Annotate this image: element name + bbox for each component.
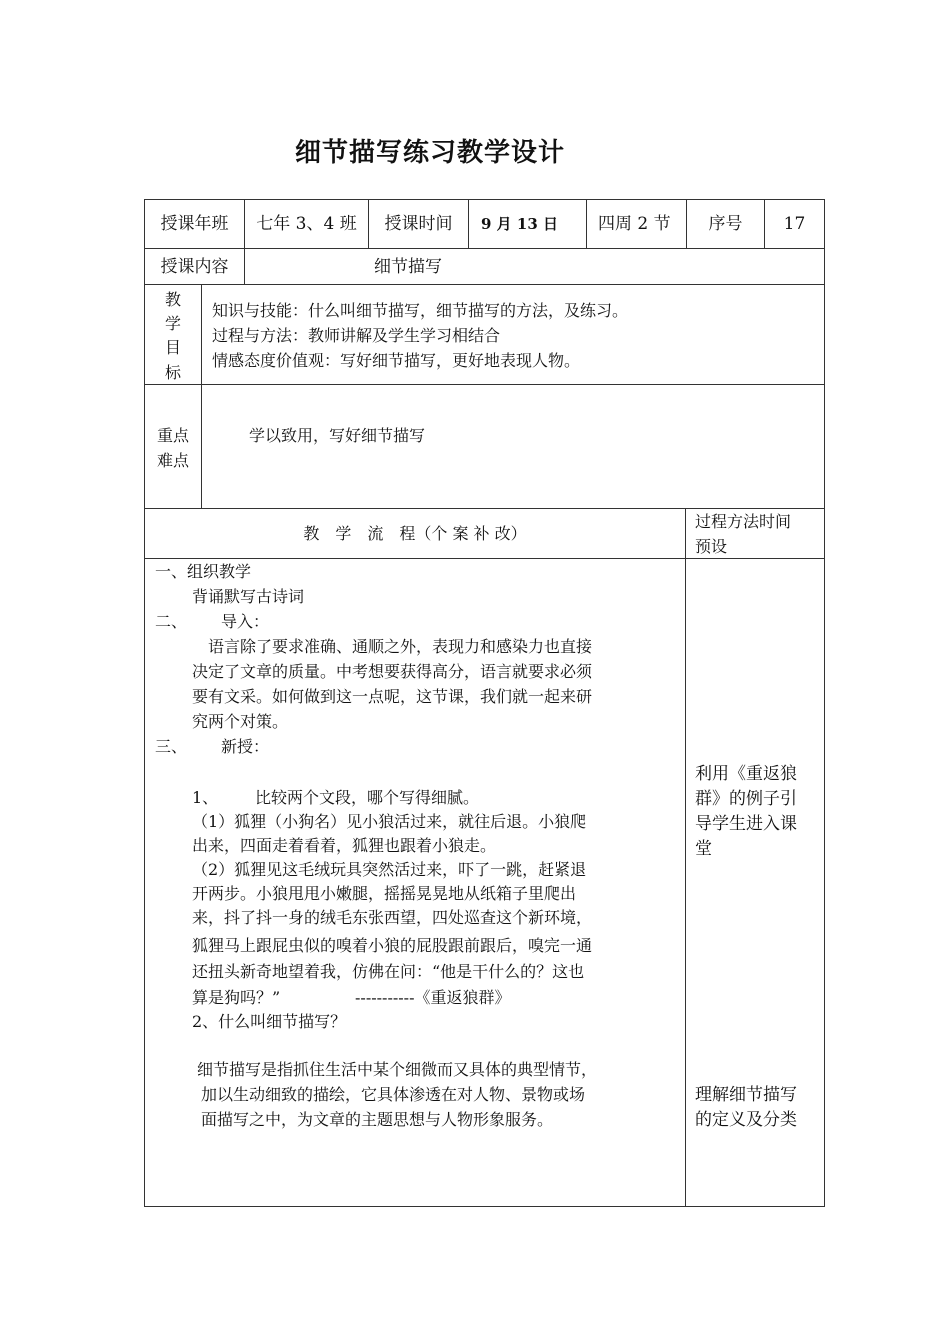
intro-line: 要有文采。如何做到这一点呢，这节课，我们就一起来研 xyxy=(192,687,593,706)
example-2-line: 开两步。小狼甩甩小嫩腿，摇摇晃晃地从纸箱子里爬出 xyxy=(192,884,577,903)
point-1-title: 比较两个文段，哪个写得细腻。 xyxy=(255,788,480,807)
method-note: 导学生进入课 xyxy=(695,814,797,834)
example-1-line: （1）狐狸（小狗名）见小狼活过来，就往后退。小狼爬 xyxy=(192,812,587,831)
goal-line: 知识与技能：什么叫细节描写，细节描写的方法，及练习。 xyxy=(212,301,629,320)
example-2-line: （2）狐狸见这毛绒玩具突然活过来，吓了一跳，赶紧退 xyxy=(192,860,587,879)
keypoints-label: 难点 xyxy=(156,451,189,470)
definition-line: 面描写之中，为文章的主题思想与人物形象服务。 xyxy=(201,1110,554,1129)
point-2-title: 2、什么叫细节描写？ xyxy=(192,1012,347,1031)
table-row-divider xyxy=(144,384,825,385)
goals-label-char: 目 xyxy=(164,338,181,357)
goal-line: 过程与方法：教师讲解及学生学习相结合 xyxy=(212,326,501,345)
seq-value: 17 xyxy=(783,214,806,234)
table-col-divider xyxy=(685,508,686,1207)
keypoints-label: 重点 xyxy=(156,426,189,445)
intro-line: 决定了文章的质量。中考想要获得高分，语言就要求必须 xyxy=(192,662,593,681)
table-col-divider xyxy=(468,199,469,248)
method-note: 堂 xyxy=(695,839,712,859)
page-title: 细节描写练习教学设计 xyxy=(294,138,565,168)
content-label: 授课内容 xyxy=(160,257,229,277)
method-note: 的定义及分类 xyxy=(695,1110,797,1130)
goals-label-char: 教 xyxy=(164,290,181,309)
section-1-title: 一、组织教学 xyxy=(155,562,252,581)
table-row-divider xyxy=(144,508,825,509)
flow-header-right: 预设 xyxy=(695,537,728,556)
table-border-bottom xyxy=(144,1206,825,1207)
content-value: 细节描写 xyxy=(374,257,442,277)
intro-line: 究两个对策。 xyxy=(192,712,289,731)
time-label: 授课时间 xyxy=(384,214,453,234)
goal-line: 情感态度价值观：写好细节描写，更好地表现人物。 xyxy=(212,351,581,370)
method-note: 群》的例子引 xyxy=(695,789,797,809)
flow-header-right: 过程方法时间 xyxy=(695,512,792,531)
method-note: 利用《重返狼 xyxy=(695,764,797,784)
section-3-title: 新授： xyxy=(221,737,270,756)
table-col-divider xyxy=(201,284,202,508)
table-row-divider xyxy=(144,248,825,249)
example-2-line: 算是狗吗？” xyxy=(192,988,281,1007)
section-2-number: 二、 xyxy=(155,612,188,631)
intro-line: 语言除了要求准确、通顺之外，表现力和感染力也直接 xyxy=(208,637,593,656)
keypoints-value: 学以致用，写好细节描写 xyxy=(249,426,426,445)
table-border-top xyxy=(144,199,825,200)
section-2-title: 导入： xyxy=(221,612,270,631)
section-1-item: 背诵默写古诗词 xyxy=(192,587,305,606)
definition-line: 细节描写是指抓住生活中某个细微而又具体的典型情节， xyxy=(197,1060,598,1079)
example-2-line: 来，抖了抖一身的绒毛东张西望，四处巡查这个新环境， xyxy=(192,908,593,927)
example-2-line: 还扭头新奇地望着我，仿佛在问：“他是干什么的？这也 xyxy=(192,962,585,981)
class-label: 授课年班 xyxy=(160,214,229,234)
example-2-line: 狐狸马上跟屁虫似的嗅着小狼的屁股跟前跟后，嗅完一通 xyxy=(192,936,593,955)
definition-line: 加以生动细致的描绘，它具体渗透在对人物、景物或场 xyxy=(201,1085,586,1104)
seq-label: 序号 xyxy=(708,214,743,234)
table-row-divider xyxy=(144,284,825,285)
point-1-number: 1、 xyxy=(192,788,219,807)
table-col-divider xyxy=(586,199,587,248)
example-1-line: 出来，四面走着看着，狐狸也跟着小狼走。 xyxy=(192,836,497,855)
time-value: 9 月 13 日 xyxy=(481,215,558,233)
table-border-right xyxy=(824,199,825,1207)
method-note: 理解细节描写 xyxy=(695,1085,797,1105)
example-source: -----------《重返狼群》 xyxy=(355,988,511,1007)
period-value: 四周 2 节 xyxy=(598,214,671,234)
section-3-number: 三、 xyxy=(155,737,188,756)
goals-label-char: 学 xyxy=(164,314,181,333)
goals-label-char: 标 xyxy=(164,363,181,382)
flow-header: 教 学 流 程（个 案 补 改） xyxy=(303,524,527,543)
class-value: 七年 3、4 班 xyxy=(256,214,357,234)
